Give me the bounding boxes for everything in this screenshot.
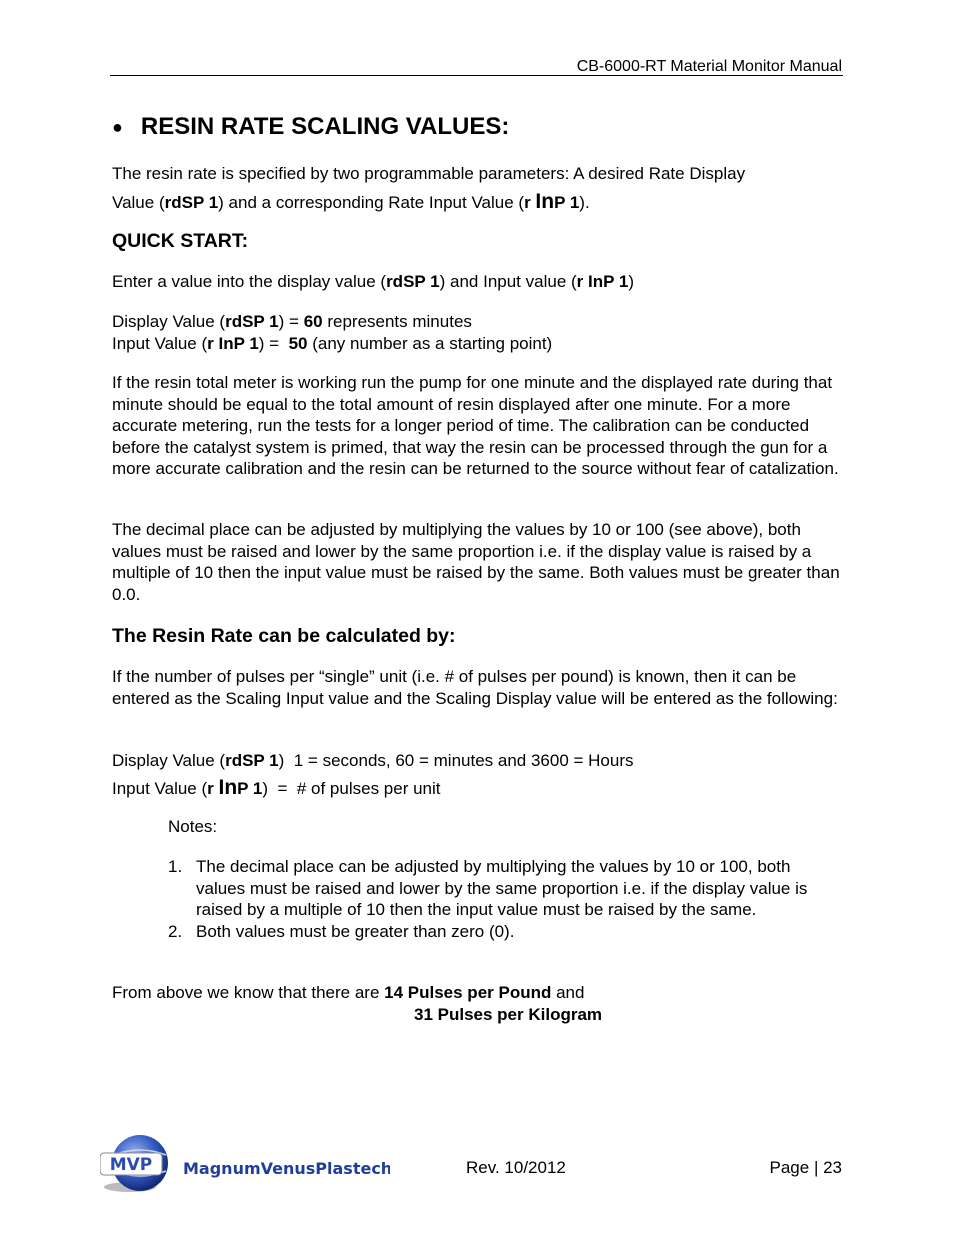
summary-line-1: From above we know that there are 14 Pulses per Pound and (112, 983, 585, 1002)
calc-values (112, 747, 844, 802)
page-number: Page | 23 (769, 1158, 842, 1177)
quick-start-line-1: Enter a value into the display value (rdSP 1) and Input value (r InP 1) (112, 272, 634, 291)
logo-badge-text: MVP (109, 1155, 153, 1175)
header-rule (110, 75, 843, 76)
quick-start-heading: QUICK START: (112, 230, 249, 252)
display-value-line: Display Value (rdSP 1) = 60 represents minutes (112, 312, 472, 331)
quick-start-values (112, 311, 844, 354)
summary-line-2: 31 Pulses per Kilogram (414, 1004, 603, 1024)
header-title: CB-6000-RT Material Monitor Manual (576, 58, 842, 75)
mvp-logo-icon (100, 1133, 390, 1195)
decimal-paragraph: The decimal place can be adjusted by multiplying the values by 10 or 100 (see above), both values must be raised and lower by the same proportion i.e. if the display value is raised by a multiple of 10 then the input value must be raised by the same. Both values must be greater than 0.0. (112, 520, 840, 604)
meter-paragraph: If the resin total meter is working run the pump for one minute and the displayed rate during that minute should be equal to the total amount of resin displayed after one minute. For a more accurate metering, run the tests for a longer period of time. The calibration can be conducted before the catalyst system is primed, that way the resin can be processed through the gun for a more accurate calibration and the resin can be returned to the source without fear of catalization. (112, 373, 839, 478)
note-item-1: 1. The decimal place can be adjusted by multiplying the values by 10 or 100, both values must be raised and lower by the same proportion i.e. if the display value is raised by a multiple of 10 then the input value must be raised by the same. (168, 857, 808, 919)
notes-label: Notes: (168, 817, 218, 836)
calc-heading: The Resin Rate can be calculated by: (112, 625, 456, 647)
input-value-line: Input Value (r InP 1) = 50 (any number as a starting point) (112, 333, 553, 353)
calc-display-line: Display Value (rdSP 1) 1 = seconds, 60 = minutes and 3600 = Hours (112, 751, 634, 770)
calc-input-line: Input Value (r InP 1) = # of pulses per unit (112, 776, 441, 799)
intro-line-1: The resin rate is specified by two programmable parameters: A desired Rate Display (112, 164, 746, 183)
logo-wordmark: MagnumVenusPlastech (183, 1159, 390, 1178)
intro-line-2: Value (rdSP 1) and a corresponding Rate Input Value (r InP 1). (112, 190, 590, 213)
revision-label: Rev. 10/2012 (466, 1158, 566, 1177)
calc-paragraph: If the number of pulses per “single” unit (i.e. # of pulses per pound) is known, then it can be entered as the Scaling Input value and the Scaling Display value will be entered as the following: (112, 667, 838, 708)
note-item-2: 2. Both values must be greater than zero (0). (168, 921, 515, 941)
section-title-text: RESIN RATE SCALING VALUES: (140, 113, 510, 140)
company-logo (100, 1133, 390, 1195)
intro-paragraph (112, 160, 844, 217)
notes-list (168, 856, 844, 942)
summary (112, 982, 844, 1025)
section-title (112, 111, 509, 143)
bullet-icon: ● (112, 117, 123, 137)
